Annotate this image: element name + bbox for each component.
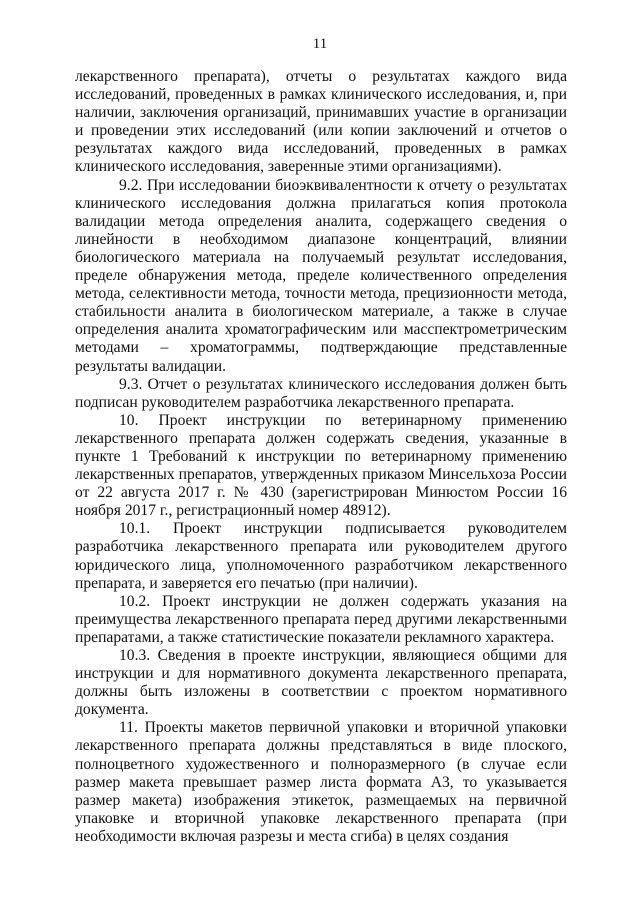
paragraph-10: 10. Проект инструкции по ветеринарному применению лекарственного препарата должен содержать сведения, указанные в пункте 1 Требований к инструкции по ветеринарному применению лекарственных препаратов, утвержденных приказом Минсельхоза России от 22 августа 2017 г. № 430 (зарегистрирован Минюстом России 16 ноября 2017 г., регистрационный номер 48912).: [75, 411, 567, 520]
paragraph-10-1: 10.1. Проект инструкции подписывается руководителем разработчика лекарственного препарата или руководителем другого юридического лица, уполномоченного разработчиком лекарственного препарата, и заверяется его печатью (при наличии).: [75, 520, 567, 592]
paragraph-11: 11. Проекты макетов первичной упаковки и вторичной упаковки лекарственного препарата должны представляться в виде плоского, полноцветного художественного и полноразмерного (в случае если размер макета превышает размер листа формата А3, то указывается размер макета) изображения этикеток, размещаемых на первичной упаковке и вторичной упаковке лекарственного препарата (при необходимости включая разрезы и места сгиба) в целях создания: [75, 719, 567, 845]
page-number: 11: [312, 36, 328, 52]
paragraph-continuation: лекарственного препарата), отчеты о результатах каждого вида исследований, проведенных в рамках клинического исследования, и, при наличии, заключения организаций, принимавших участие в организации и проведении этих исследований (или копии заключений и отчетов о результатах каждого вида исследований, проведенных в рамках клинического исследования, заверенные этими организациями).: [75, 68, 567, 176]
paragraph-10-2: 10.2. Проект инструкции не должен содержать указания на преимущества лекарственного препарата перед другими лекарственными препаратами, а также статистические показатели рекламного характера.: [75, 592, 567, 646]
document-body: [75, 68, 567, 846]
paragraph-10-3: 10.3. Сведения в проекте инструкции, являющиеся общими для инструкции и для нормативного документа лекарственного препарата, должны быть изложены в соответствии с проектом нормативного документа.: [75, 647, 567, 719]
paragraph-9-2: 9.2. При исследовании биоэквивалентности к отчету о результатах клинического исследования должна прилагаться копия протокола валидации метода определения аналита, содержащего сведения о линейности в необходимом диапазоне концентраций, влиянии биологического материала на получаемый результат исследования, пределе обнаружения метода, пределе количественного определения метода, селективности метода, точности метода, прецизионности метода, стабильности аналита в биологическом материале, а также в случае определения аналита хроматографическим или масспектрометрическим методами – хроматограммы, подтверждающие представленные результаты валидации.: [75, 176, 567, 375]
paragraph-9-3: 9.3. Отчет о результатах клинического исследования должен быть подписан руководителем разработчика лекарственного препарата.: [75, 375, 567, 411]
